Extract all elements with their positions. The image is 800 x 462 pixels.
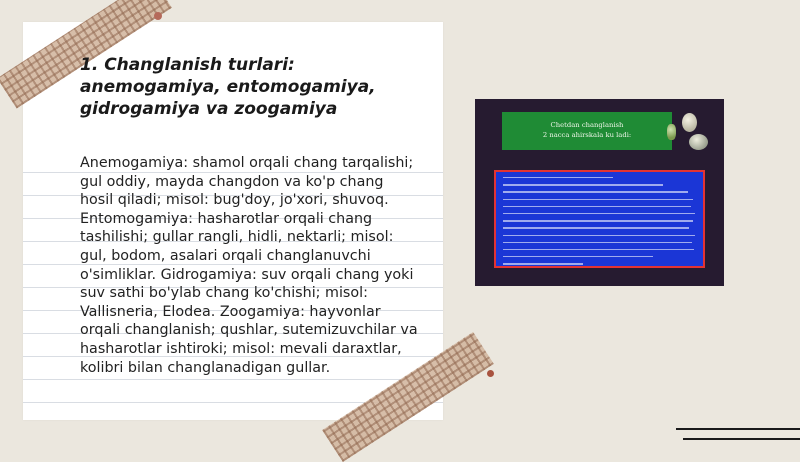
pin-bottom [487, 370, 494, 377]
slide-text-box [494, 170, 705, 268]
text-line [503, 220, 693, 221]
text-line [503, 199, 693, 200]
text-line [503, 249, 694, 250]
text-line [503, 206, 691, 207]
body-text: Anemogamiya: shamol orqali chang tarqalishi; gul oddiy, mayda changdon va ko'p chang hosil qiladi; misol: bug'doy, jo'xori, shuvoq. Entomogamiya: hasharotlar orqali chang tashilishi; gullar rangli, hidli, nektarli; misol: gul, bodom, asalari orqali changlanuvchi o'simliklar. Gidrogamiya: suv orqali chang yoki suv sathi bo'ylab chang ko'chishi; misol: Vallisneria, Elodea. Zoogamiya: hayvonlar orqali changlanish; qushlar, sutemizuvchilar va hasharotlar ishtiroki; misol: mevali daraxtlar, kolibri bilan changlanadigan gullar. [80, 155, 418, 376]
text-line [503, 242, 692, 243]
slide-text-lines [496, 172, 703, 265]
decorative-rule [683, 438, 800, 440]
flower-image [682, 113, 697, 132]
text-line [503, 263, 583, 264]
text-line [503, 184, 663, 185]
text-line [503, 227, 689, 228]
text-line [503, 235, 695, 236]
pin-top [154, 12, 162, 20]
text-line [503, 191, 688, 192]
slide-header-line2: 2 nacca ahirskala ku ladi: [542, 131, 632, 139]
decorative-rule [676, 428, 800, 430]
text-line [503, 213, 695, 214]
slide-heading: 1. Changlanish turlari: anemogamiya, entomogamiya, gidrogamiya va zoogamiya [80, 55, 376, 119]
leaf-image [667, 124, 676, 140]
flower-image [689, 134, 708, 150]
slide-header-line1: Chetdan changlanish [550, 121, 624, 129]
text-line [503, 177, 613, 178]
slide-header-box [502, 112, 672, 150]
text-line [503, 256, 653, 257]
